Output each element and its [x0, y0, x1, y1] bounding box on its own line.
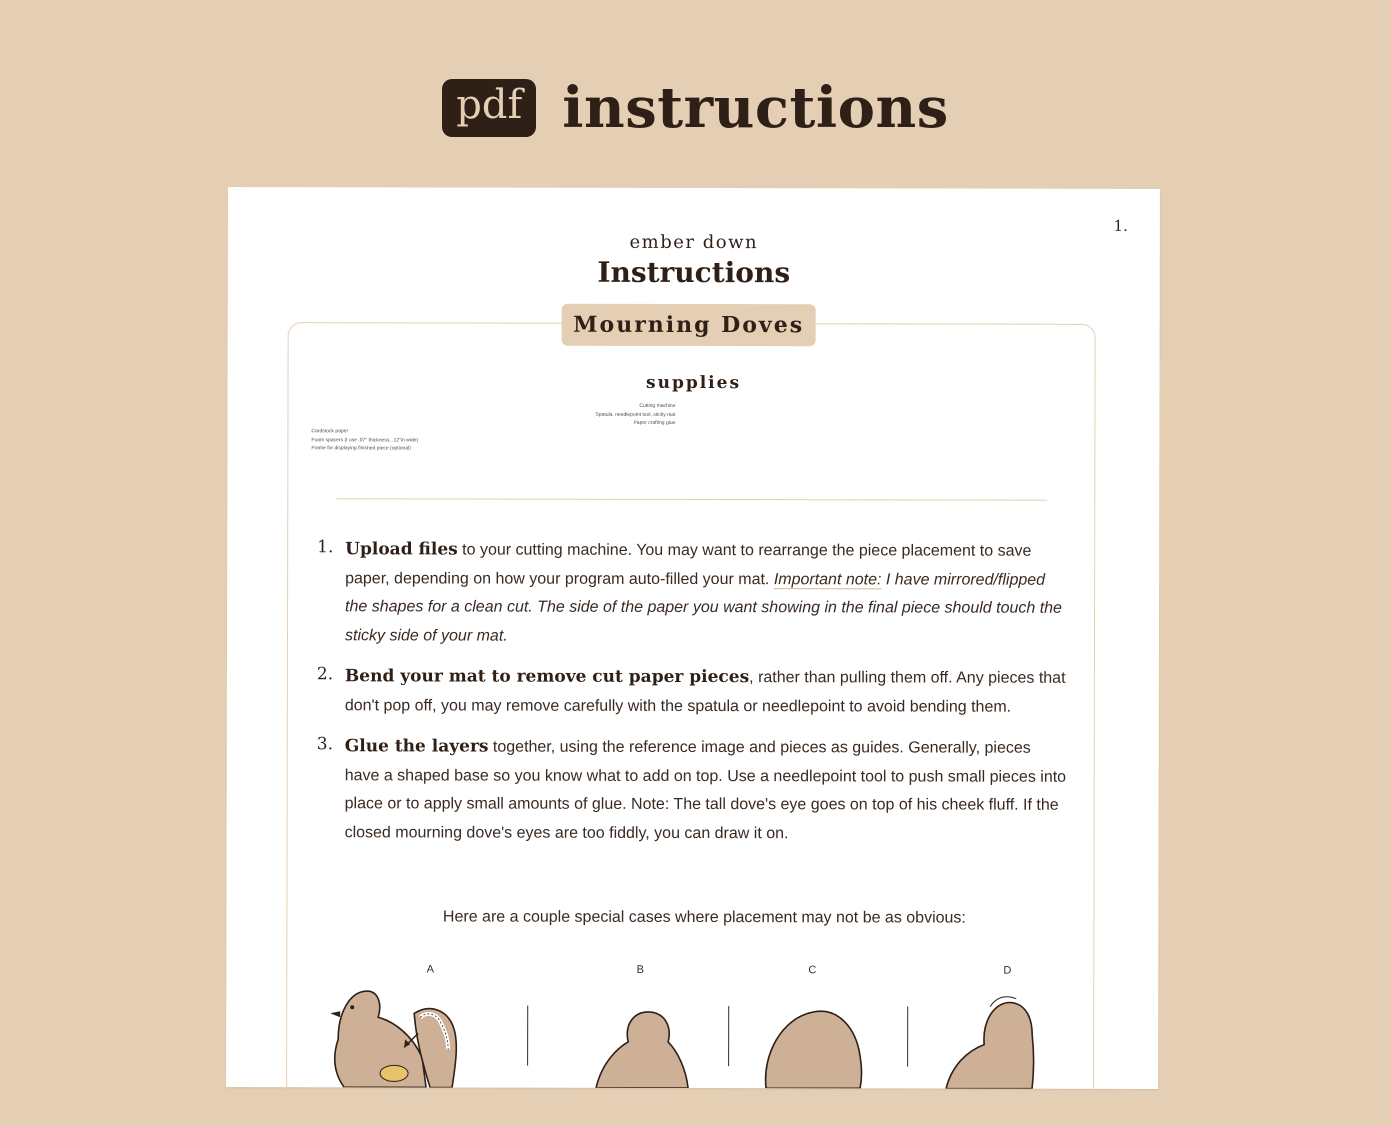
supplies-heading: supplies [645, 372, 742, 394]
step-body [345, 535, 1067, 652]
document-sheet [226, 187, 1160, 1089]
step-number: 1. [317, 537, 334, 558]
case-label-d: D [1003, 964, 1012, 977]
brand-logo-text: ember down [629, 231, 759, 254]
project-title: Mourning Doves [573, 311, 805, 339]
project-title-tag [562, 304, 816, 347]
page-header [0, 70, 1391, 146]
important-note-text: I have mirrored/flipped the shapes for a clean cut. The side of the paper you want showing in the final piece should touch the sticky side of your mat. [344, 570, 1062, 645]
step-text: , rather than pulling them off. Any pieces that don't pop off, you may remove carefully with the spatula or needlepoint to avoid bending them. [344, 669, 1066, 716]
step-lead: Glue the layers [344, 736, 489, 757]
supply-item: Foam spacers (I use .07" thickness, .12"in wide) [311, 436, 419, 443]
dove-illustration-a [330, 991, 456, 1087]
step-text: together, using the reference image and pieces as guides. Generally, pieces have a shaped base so you know what to add on top. Use a needlepoint tool to push small pieces into place or to apply small amounts of glue. Note: The tall dove's eye goes on top of his cheek fluff. If the closed mourning dove's eyes are too fiddly, you can draw it on. [344, 738, 1067, 842]
dove-illustrations [226, 977, 1158, 1089]
supply-item: Paper crafting glue [633, 419, 676, 426]
step-number: 2. [316, 664, 334, 685]
case-label-c: C [808, 964, 817, 977]
case-label-b: B [636, 963, 644, 976]
case-label-a: A [426, 963, 434, 976]
step-lead: Bend your mat to remove cut paper pieces [344, 666, 750, 688]
supply-item: Spatula, needlepoint tool, sticky mat [595, 411, 676, 418]
supply-item: Cutting machine [639, 402, 676, 409]
step-2 [317, 662, 1067, 722]
step-lead: Upload files [345, 539, 458, 560]
step-body [345, 662, 1067, 722]
step-1 [317, 535, 1067, 652]
supply-item: Frame for displaying finished piece (optional) [311, 445, 411, 452]
supplies-list-left [311, 427, 531, 453]
page-number: 1. [1113, 216, 1128, 235]
pdf-badge: pdf [442, 79, 536, 137]
step-number: 3. [316, 734, 334, 755]
important-note-label: Important note: [773, 570, 882, 588]
step-text: to your cutting machine. You may want to rearrange the piece placement to save paper, depending on how your program auto-filled your mat. [345, 541, 1032, 588]
dove-illustration-b [596, 1012, 688, 1088]
header-title: instructions [562, 75, 949, 141]
step-3 [317, 732, 1067, 849]
supplies-list-right [527, 402, 675, 428]
dove-illustration-c [766, 1011, 862, 1088]
document-title: Instructions [597, 255, 791, 290]
special-cases-caption: Here are a couple special cases where placement may not be as obvious: [442, 908, 966, 927]
step-body [345, 732, 1067, 849]
steps-list [317, 535, 1068, 861]
supply-item: Cardstock paper [311, 428, 349, 435]
